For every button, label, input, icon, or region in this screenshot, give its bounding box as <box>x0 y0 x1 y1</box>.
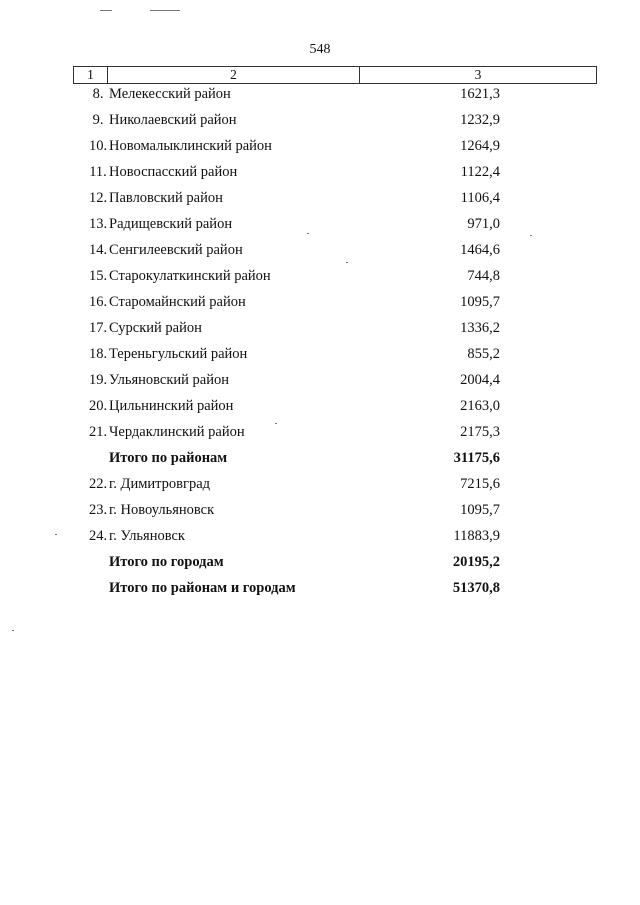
row-value: 855,2 <box>467 346 500 362</box>
table-row <box>0 136 640 162</box>
scan-speck <box>275 423 277 424</box>
row-number: 20. <box>88 398 108 414</box>
row-number: 15. <box>88 268 108 284</box>
table-row <box>0 500 640 526</box>
row-number: 23. <box>88 502 108 518</box>
scan-speck <box>346 262 348 263</box>
row-number: 10. <box>88 138 108 154</box>
row-value: 51370,8 <box>452 580 500 596</box>
scan-speck <box>530 235 532 236</box>
row-number: 9. <box>92 112 104 128</box>
row-name: Цильнинский район <box>109 398 234 414</box>
row-value: 1232,9 <box>460 112 500 128</box>
row-number: 19. <box>88 372 108 388</box>
row-number: 13. <box>88 216 108 232</box>
row-number: 21. <box>88 424 108 440</box>
table-row <box>0 240 640 266</box>
table-row <box>0 370 640 396</box>
row-name: Старомайнский район <box>109 294 246 310</box>
table-body <box>0 84 640 604</box>
table-row <box>0 344 640 370</box>
row-name: Ульяновский район <box>109 372 230 388</box>
row-name: Чердаклинский район <box>109 424 245 440</box>
total-row <box>0 552 640 578</box>
table-row <box>0 162 640 188</box>
row-number: 17. <box>88 320 108 336</box>
row-name: Сенгилеевский район <box>109 242 243 258</box>
scan-speck <box>100 10 112 11</box>
row-name: г. Ульяновск <box>109 528 185 544</box>
row-name: Сурский район <box>109 320 202 336</box>
page-number: 548 <box>309 42 331 57</box>
scan-speck <box>12 630 14 631</box>
row-value: 2004,4 <box>460 372 500 388</box>
scan-speck <box>150 10 180 11</box>
column-header-3: 3 <box>474 67 482 82</box>
column-header-1: 1 <box>74 67 108 83</box>
row-name: Итого по городам <box>109 554 224 570</box>
row-value: 1106,4 <box>460 190 500 206</box>
row-value: 2175,3 <box>460 424 500 440</box>
row-name: Итого по районам и городам <box>109 580 296 596</box>
row-name: Тереньгульский район <box>109 346 248 362</box>
total-row <box>0 578 640 604</box>
row-number: 18. <box>88 346 108 362</box>
row-value: 1621,3 <box>460 86 500 102</box>
row-name: Мелекесский район <box>109 86 231 102</box>
table-row <box>0 318 640 344</box>
table-row <box>0 266 640 292</box>
row-number: 16. <box>88 294 108 310</box>
table-row <box>0 396 640 422</box>
row-value: 1122,4 <box>460 164 500 180</box>
row-name: Старокулаткинский район <box>109 268 271 284</box>
row-number: 24. <box>88 528 108 544</box>
row-value: 31175,6 <box>453 450 500 466</box>
column-header-2: 2 <box>108 67 360 83</box>
total-row <box>0 448 640 474</box>
row-number: 22. <box>88 476 108 492</box>
scan-speck <box>55 534 57 535</box>
row-value: 1336,2 <box>460 320 500 336</box>
row-value: 1264,9 <box>460 138 500 154</box>
row-name: Новомалыклинский район <box>109 138 272 154</box>
row-number: 11. <box>89 164 107 180</box>
row-name: Новоспасский район <box>109 164 238 180</box>
row-name: Павловский район <box>109 190 223 206</box>
row-name: Николаевский район <box>109 112 237 128</box>
table-row <box>0 526 640 552</box>
table-header <box>73 66 597 84</box>
row-value: 7215,6 <box>460 476 500 492</box>
row-value: 1095,7 <box>460 502 500 518</box>
row-value: 1464,6 <box>460 242 500 258</box>
row-value: 20195,2 <box>452 554 500 570</box>
row-value: 11883,9 <box>453 528 500 544</box>
row-number: 8. <box>92 86 104 102</box>
scan-speck <box>307 233 309 234</box>
table-row <box>0 84 640 110</box>
row-value: 744,8 <box>467 268 500 284</box>
table-row <box>0 474 640 500</box>
row-number: 12. <box>88 190 108 206</box>
table-row <box>0 292 640 318</box>
table-row <box>0 214 640 240</box>
row-value: 971,0 <box>467 216 500 232</box>
table-row <box>0 110 640 136</box>
row-number: 14. <box>88 242 108 258</box>
table-row <box>0 188 640 214</box>
row-name: г. Димитровград <box>109 476 211 492</box>
row-name: Радищевский район <box>109 216 233 232</box>
table-row <box>0 422 640 448</box>
row-name: г. Новоульяновск <box>109 502 215 518</box>
row-value: 2163,0 <box>460 398 500 414</box>
row-value: 1095,7 <box>460 294 500 310</box>
row-name: Итого по районам <box>109 450 228 466</box>
